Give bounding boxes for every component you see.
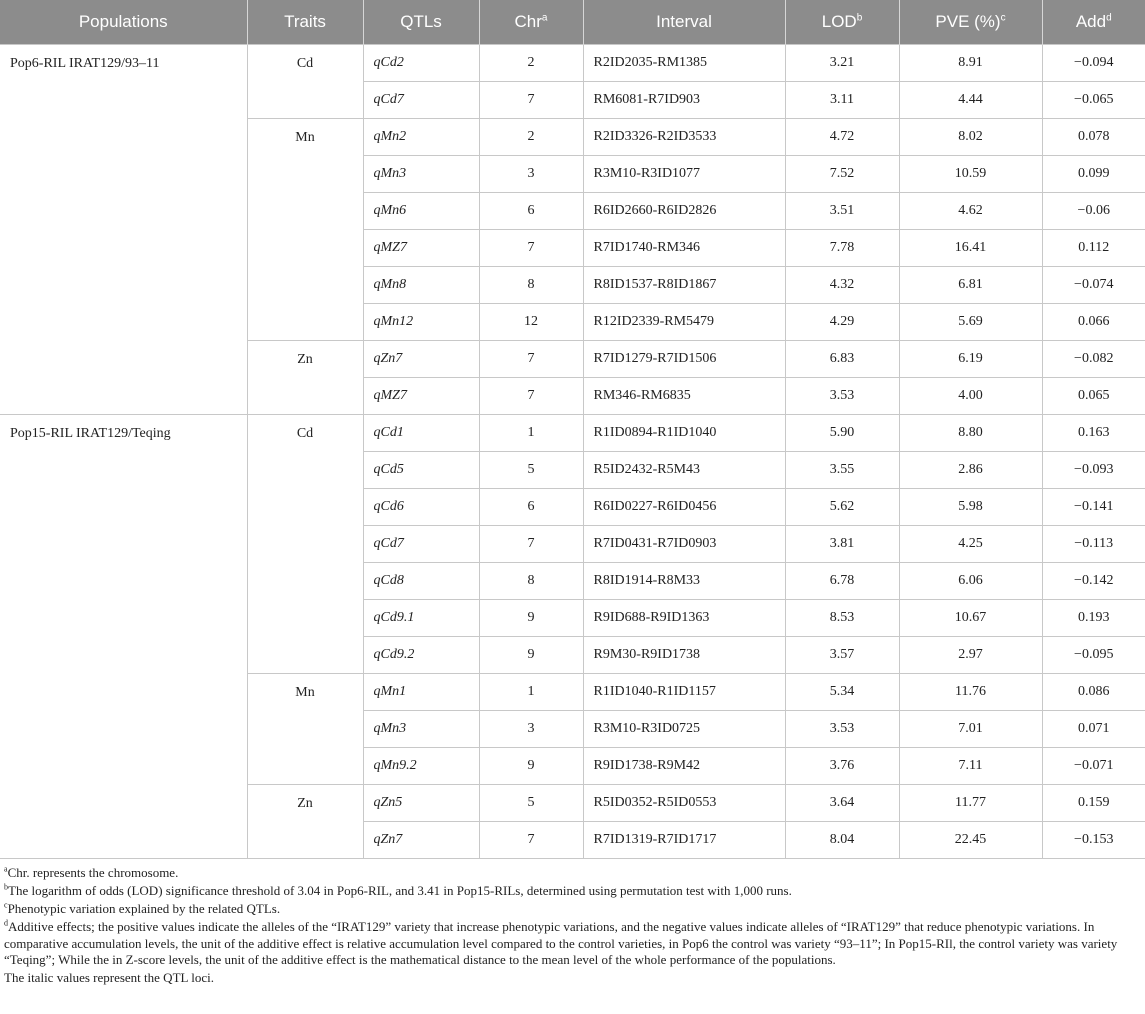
qtl-cell: qCd6: [363, 489, 479, 526]
chr-cell: 7: [479, 230, 583, 267]
chr-cell: 7: [479, 82, 583, 119]
chr-cell: 6: [479, 489, 583, 526]
table-row: [0, 415, 1145, 452]
add-cell: −0.093: [1042, 452, 1145, 489]
qtl-cell: qMn12: [363, 304, 479, 341]
trait-cell: Cd: [247, 45, 363, 119]
add-cell: −0.142: [1042, 563, 1145, 600]
chr-cell: 7: [479, 378, 583, 415]
lod-cell: 5.62: [785, 489, 899, 526]
chr-cell: 9: [479, 748, 583, 785]
add-cell: −0.074: [1042, 267, 1145, 304]
trait-cell: Cd: [247, 415, 363, 674]
interval-cell: R6ID2660-R6ID2826: [583, 193, 785, 230]
qtl-cell: qMn9.2: [363, 748, 479, 785]
footnote-mark: b: [4, 882, 8, 892]
pve-cell: 2.97: [899, 637, 1042, 674]
pve-cell: 4.62: [899, 193, 1042, 230]
interval-cell: R1ID1040-R1ID1157: [583, 674, 785, 711]
chr-cell: 2: [479, 45, 583, 82]
add-cell: −0.153: [1042, 822, 1145, 859]
lod-cell: 3.57: [785, 637, 899, 674]
footnote-text: Additive effects; the positive values indicate the alleles of the “IRAT129” variety that increase phenotypic variations, and the negative values indicate alleles of “IRAT129” that reduce phenotypic variations. In comparative accumulation levels, the unit of the additive effect is relative accumulation level compared to the control varieties, in Pop6 the control was variety “93–11”; In Pop15-RIl, the control variety was variety “Teqing”; While the in Z-score levels, the unit of the additive effect is the mathematical distance to the mean level of the whole performance of the populations.: [4, 919, 1118, 967]
qtl-cell: qCd9.2: [363, 637, 479, 674]
interval-cell: R1ID0894-R1ID1040: [583, 415, 785, 452]
qtl-cell: qCd2: [363, 45, 479, 82]
interval-cell: RM346-RM6835: [583, 378, 785, 415]
pve-cell: 7.01: [899, 711, 1042, 748]
pve-cell: 6.19: [899, 341, 1042, 378]
pve-cell: 6.06: [899, 563, 1042, 600]
chr-cell: 1: [479, 674, 583, 711]
add-cell: 0.163: [1042, 415, 1145, 452]
pve-cell: 8.80: [899, 415, 1042, 452]
interval-cell: R3M10-R3ID1077: [583, 156, 785, 193]
interval-cell: R7ID1279-R7ID1506: [583, 341, 785, 378]
pve-cell: 11.77: [899, 785, 1042, 822]
header-qtls: QTLs: [363, 0, 479, 45]
table-row: [0, 45, 1145, 82]
lod-cell: 3.76: [785, 748, 899, 785]
qtl-cell: qMn3: [363, 156, 479, 193]
chr-cell: 6: [479, 193, 583, 230]
lod-cell: 3.21: [785, 45, 899, 82]
interval-cell: R7ID0431-R7ID0903: [583, 526, 785, 563]
lod-cell: 6.83: [785, 341, 899, 378]
chr-cell: 1: [479, 415, 583, 452]
pve-cell: 4.25: [899, 526, 1042, 563]
lod-cell: 4.29: [785, 304, 899, 341]
footnote: [4, 970, 1141, 987]
pve-cell: 5.69: [899, 304, 1042, 341]
chr-cell: 8: [479, 563, 583, 600]
add-cell: −0.082: [1042, 341, 1145, 378]
footnote: [4, 865, 1141, 882]
qtl-cell: qCd7: [363, 526, 479, 563]
footnote-text: The italic values represent the QTL loci.: [4, 970, 214, 985]
qtl-cell: qMn3: [363, 711, 479, 748]
trait-cell: Mn: [247, 119, 363, 341]
interval-cell: R8ID1537-R8ID1867: [583, 267, 785, 304]
add-cell: −0.141: [1042, 489, 1145, 526]
qtl-cell: qCd9.1: [363, 600, 479, 637]
interval-cell: R8ID1914-R8M33: [583, 563, 785, 600]
lod-cell: 6.78: [785, 563, 899, 600]
lod-cell: 5.34: [785, 674, 899, 711]
qtl-cell: qCd5: [363, 452, 479, 489]
add-cell: 0.066: [1042, 304, 1145, 341]
trait-cell: Zn: [247, 785, 363, 859]
trait-cell: Mn: [247, 674, 363, 785]
lod-cell: 8.53: [785, 600, 899, 637]
population-cell: Pop15-RIL IRAT129/Teqing: [0, 415, 247, 859]
qtl-cell: qZn7: [363, 341, 479, 378]
footnote: [4, 883, 1141, 900]
add-cell: 0.071: [1042, 711, 1145, 748]
qtl-cell: qMn8: [363, 267, 479, 304]
lod-cell: 3.11: [785, 82, 899, 119]
pve-cell: 8.02: [899, 119, 1042, 156]
lod-cell: 8.04: [785, 822, 899, 859]
qtl-cell: qCd7: [363, 82, 479, 119]
pve-cell: 8.91: [899, 45, 1042, 82]
add-cell: −0.06: [1042, 193, 1145, 230]
qtl-cell: qCd1: [363, 415, 479, 452]
interval-cell: R2ID3326-R2ID3533: [583, 119, 785, 156]
qtl-cell: qMn2: [363, 119, 479, 156]
chr-cell: 9: [479, 600, 583, 637]
footnote-text: Phenotypic variation explained by the related QTLs.: [7, 901, 281, 916]
pve-cell: 6.81: [899, 267, 1042, 304]
pve-cell: 11.76: [899, 674, 1042, 711]
interval-cell: R2ID2035-RM1385: [583, 45, 785, 82]
interval-cell: R5ID2432-R5M43: [583, 452, 785, 489]
pve-cell: 10.59: [899, 156, 1042, 193]
chr-cell: 12: [479, 304, 583, 341]
pve-cell: 4.44: [899, 82, 1042, 119]
add-cell: 0.099: [1042, 156, 1145, 193]
table-body: [0, 45, 1145, 859]
chr-cell: 5: [479, 452, 583, 489]
footnote: [4, 919, 1141, 969]
add-cell: −0.071: [1042, 748, 1145, 785]
footnote-mark: a: [4, 864, 8, 874]
pve-cell: 16.41: [899, 230, 1042, 267]
add-cell: 0.112: [1042, 230, 1145, 267]
header-traits: Traits: [247, 0, 363, 45]
chr-cell: 8: [479, 267, 583, 304]
lod-cell: 7.78: [785, 230, 899, 267]
qtl-cell: qMn1: [363, 674, 479, 711]
qtl-cell: qZn7: [363, 822, 479, 859]
add-cell: −0.094: [1042, 45, 1145, 82]
interval-cell: R7ID1740-RM346: [583, 230, 785, 267]
add-cell: −0.095: [1042, 637, 1145, 674]
chr-cell: 3: [479, 711, 583, 748]
pve-cell: 4.00: [899, 378, 1042, 415]
header-row: [0, 0, 1145, 45]
qtl-cell: qCd8: [363, 563, 479, 600]
pve-cell: 7.11: [899, 748, 1042, 785]
pve-cell: 22.45: [899, 822, 1042, 859]
interval-cell: R9M30-R9ID1738: [583, 637, 785, 674]
trait-cell: Zn: [247, 341, 363, 415]
pve-cell: 5.98: [899, 489, 1042, 526]
pve-cell: 10.67: [899, 600, 1042, 637]
lod-cell: 3.81: [785, 526, 899, 563]
lod-cell: 3.53: [785, 378, 899, 415]
header-lod: LOD$^b$: [785, 0, 899, 45]
qtl-cell: qMZ7: [363, 230, 479, 267]
chr-cell: 7: [479, 526, 583, 563]
add-cell: −0.065: [1042, 82, 1145, 119]
add-cell: 0.065: [1042, 378, 1145, 415]
interval-cell: RM6081-R7ID903: [583, 82, 785, 119]
interval-cell: R9ID1738-R9M42: [583, 748, 785, 785]
add-cell: 0.078: [1042, 119, 1145, 156]
footnote-mark: d: [4, 918, 8, 928]
table-footnotes: [0, 859, 1145, 987]
qtl-cell: qMZ7: [363, 378, 479, 415]
add-cell: 0.193: [1042, 600, 1145, 637]
interval-cell: R9ID688-R9ID1363: [583, 600, 785, 637]
add-cell: 0.159: [1042, 785, 1145, 822]
header-populations: Populations: [0, 0, 247, 45]
lod-cell: 3.64: [785, 785, 899, 822]
qtl-cell: qZn5: [363, 785, 479, 822]
lod-cell: 3.51: [785, 193, 899, 230]
interval-cell: R7ID1319-R7ID1717: [583, 822, 785, 859]
chr-cell: 3: [479, 156, 583, 193]
footnote-text: The logarithm of odds (LOD) significance threshold of 3.04 in Pop6-RIL, and 3.41 in Pop15-RILs, determined using permutation test with 1,000 runs.: [8, 883, 792, 898]
interval-cell: R12ID2339-RM5479: [583, 304, 785, 341]
lod-cell: 4.72: [785, 119, 899, 156]
interval-cell: R6ID0227-R6ID0456: [583, 489, 785, 526]
add-cell: 0.086: [1042, 674, 1145, 711]
header-interval: Interval: [583, 0, 785, 45]
chr-cell: 2: [479, 119, 583, 156]
lod-cell: 4.32: [785, 267, 899, 304]
footnote-text: Chr. represents the chromosome.: [7, 865, 179, 880]
pve-cell: 2.86: [899, 452, 1042, 489]
add-cell: −0.113: [1042, 526, 1145, 563]
header-chr: Chr$^a$: [479, 0, 583, 45]
chr-cell: 7: [479, 341, 583, 378]
population-cell: Pop6-RIL IRAT129/93–11: [0, 45, 247, 415]
chr-cell: 7: [479, 822, 583, 859]
lod-cell: 5.90: [785, 415, 899, 452]
lod-cell: 3.53: [785, 711, 899, 748]
chr-cell: 9: [479, 637, 583, 674]
header-pve: PVE (%)$^c$: [899, 0, 1042, 45]
footnote-mark: c: [4, 900, 8, 910]
lod-cell: 7.52: [785, 156, 899, 193]
interval-cell: R5ID0352-R5ID0553: [583, 785, 785, 822]
header-add: Add$^d$: [1042, 0, 1145, 45]
interval-cell: R3M10-R3ID0725: [583, 711, 785, 748]
qtl-cell: qMn6: [363, 193, 479, 230]
lod-cell: 3.55: [785, 452, 899, 489]
chr-cell: 5: [479, 785, 583, 822]
footnote: [4, 901, 1141, 918]
